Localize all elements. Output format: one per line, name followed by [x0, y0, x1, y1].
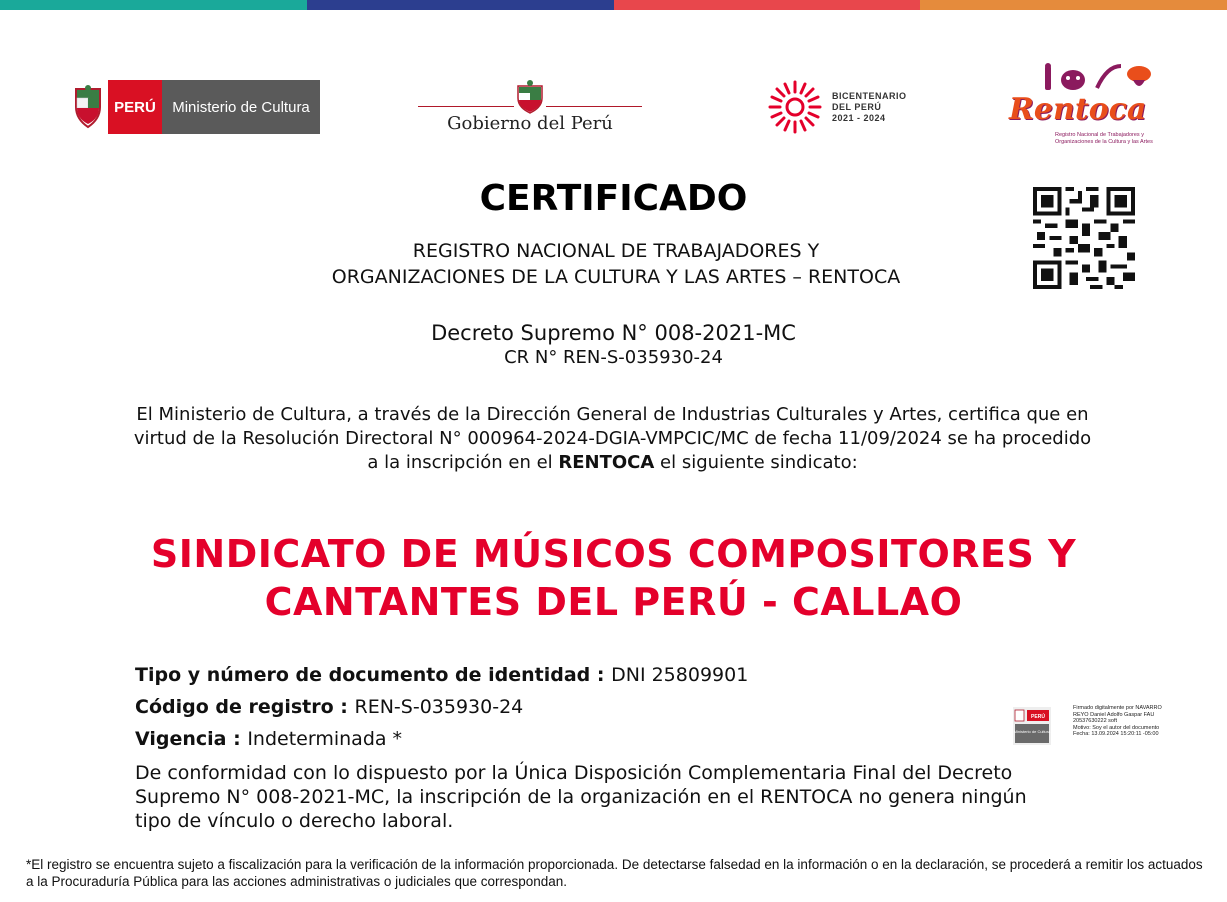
- subtitle-line-1: REGISTRO NACIONAL DE TRABAJADORES Y: [412, 240, 820, 262]
- intro-rentoca: RENTOCA: [558, 452, 655, 473]
- digital-signature: [1013, 705, 1183, 747]
- logo-rule-left: [418, 106, 514, 107]
- field-value: Indeterminada *: [247, 728, 403, 750]
- certification-statement: [130, 403, 1095, 475]
- bicentenario-line-2: DEL PERÚ: [832, 101, 882, 112]
- bar-segment-blue: [307, 0, 614, 10]
- certificate-title: CERTIFICADO: [479, 178, 748, 219]
- conformity-paragraph: De conformidad con lo dispuesto por la Única Disposición Complementaria Final del Decreto Supremo N° 008-2021-MC, la inscripción de la organización en el RENTOCA no genera ningún tipo de vínculo o derecho laboral.: [135, 762, 1027, 832]
- rentoca-logo: [1005, 62, 1175, 152]
- organization-name: [60, 530, 1167, 626]
- signature-line: REYO Daniel Adolfo Gaspar FAU: [1073, 711, 1155, 718]
- signature-line: 20537630222 soft: [1073, 718, 1118, 724]
- rentoca-subtitle: Registro Nacional de Trabajadores y Organizaciones de la Cultura y las Artes: [1055, 132, 1153, 145]
- rentoca-wordmark: Rentoca: [1009, 92, 1147, 127]
- field-label: Código de registro :: [135, 696, 355, 718]
- gobierno-peru-logo: [418, 80, 642, 136]
- organization-line-2: CANTANTES DEL PERÚ - CALLAO: [264, 580, 963, 624]
- badge-country: PERÚ: [1031, 714, 1045, 720]
- bar-segment-orange: [920, 0, 1227, 10]
- signature-line: Motivo: Soy el autor del documento: [1073, 724, 1160, 731]
- ministerio-cultura-logo: [68, 80, 320, 134]
- field-label: Tipo y número de documento de identidad :: [135, 664, 612, 686]
- signature-badge-icon: [1013, 707, 1051, 745]
- ministerio-label: Ministerio de Cultura: [162, 80, 320, 134]
- logo-rule-right: [546, 106, 642, 107]
- bicentenario-logo: [766, 78, 907, 136]
- registry-subtitle: [200, 238, 1032, 290]
- intro-text-2: el siguiente sindicato:: [654, 452, 858, 473]
- signature-line: Firmado digitalmente por NAVARRO: [1073, 705, 1162, 711]
- organization-line-1: SINDICATO DE MÚSICOS COMPOSITORES Y: [150, 532, 1077, 576]
- top-color-bar: [0, 0, 1227, 10]
- bicentennial-sun-icon: [766, 78, 824, 136]
- legal-footnote: *El registro se encuentra sujeto a fiscalización para la verificación de la información proporcionada. De detectarse falsedad en la información o en la declaración, se procederá a remitir los actuados a la Procuraduría Pública para las acciones administrativas o judiciales que correspondan.: [26, 857, 1203, 889]
- decree-number: Decreto Supremo N° 008-2021-MC: [431, 321, 796, 345]
- bar-segment-teal: [0, 0, 307, 10]
- rentoca-artisan-icons: [1041, 62, 1157, 96]
- bicentenario-text: [832, 91, 907, 124]
- field-registry-code: [135, 693, 1035, 725]
- cr-number: CR N° REN-S-035930-24: [504, 347, 723, 368]
- signature-details: [1073, 705, 1183, 738]
- field-document-id: [135, 661, 1035, 693]
- bicentenario-line-3: 2021 - 2024: [832, 112, 886, 123]
- peru-label: PERÚ: [108, 80, 162, 134]
- field-validity: [135, 725, 1035, 757]
- bar-segment-red: [614, 0, 921, 10]
- coat-of-arms-icon: [514, 80, 546, 114]
- gobierno-label: Gobierno del Perú: [447, 113, 613, 134]
- subtitle-line-2: ORGANIZACIONES DE LA CULTURA Y LAS ARTES – RENTOCA: [331, 266, 901, 288]
- field-label: Vigencia :: [135, 728, 248, 750]
- coat-of-arms-icon: [68, 80, 108, 134]
- field-value: REN-S-035930-24: [354, 696, 524, 718]
- intro-text-1: El Ministerio de Cultura, a través de la Dirección General de Industrias Culturales y Artes, certifica que en virtud de la Resolución Directoral N° 000964-2024-DGIA-VMPCIC/MC de fecha 11/09/2024 se ha procedido a la inscripción en el: [133, 404, 1092, 473]
- bicentenario-line-1: BICENTENARIO: [832, 90, 907, 101]
- signature-line: Fecha: 13.09.2024 15:20:11 -05:00: [1073, 731, 1159, 737]
- badge-name: Ministerio de Cultura: [1013, 729, 1051, 734]
- field-value: DNI 25809901: [611, 664, 749, 686]
- certificate-fields: [135, 661, 1035, 757]
